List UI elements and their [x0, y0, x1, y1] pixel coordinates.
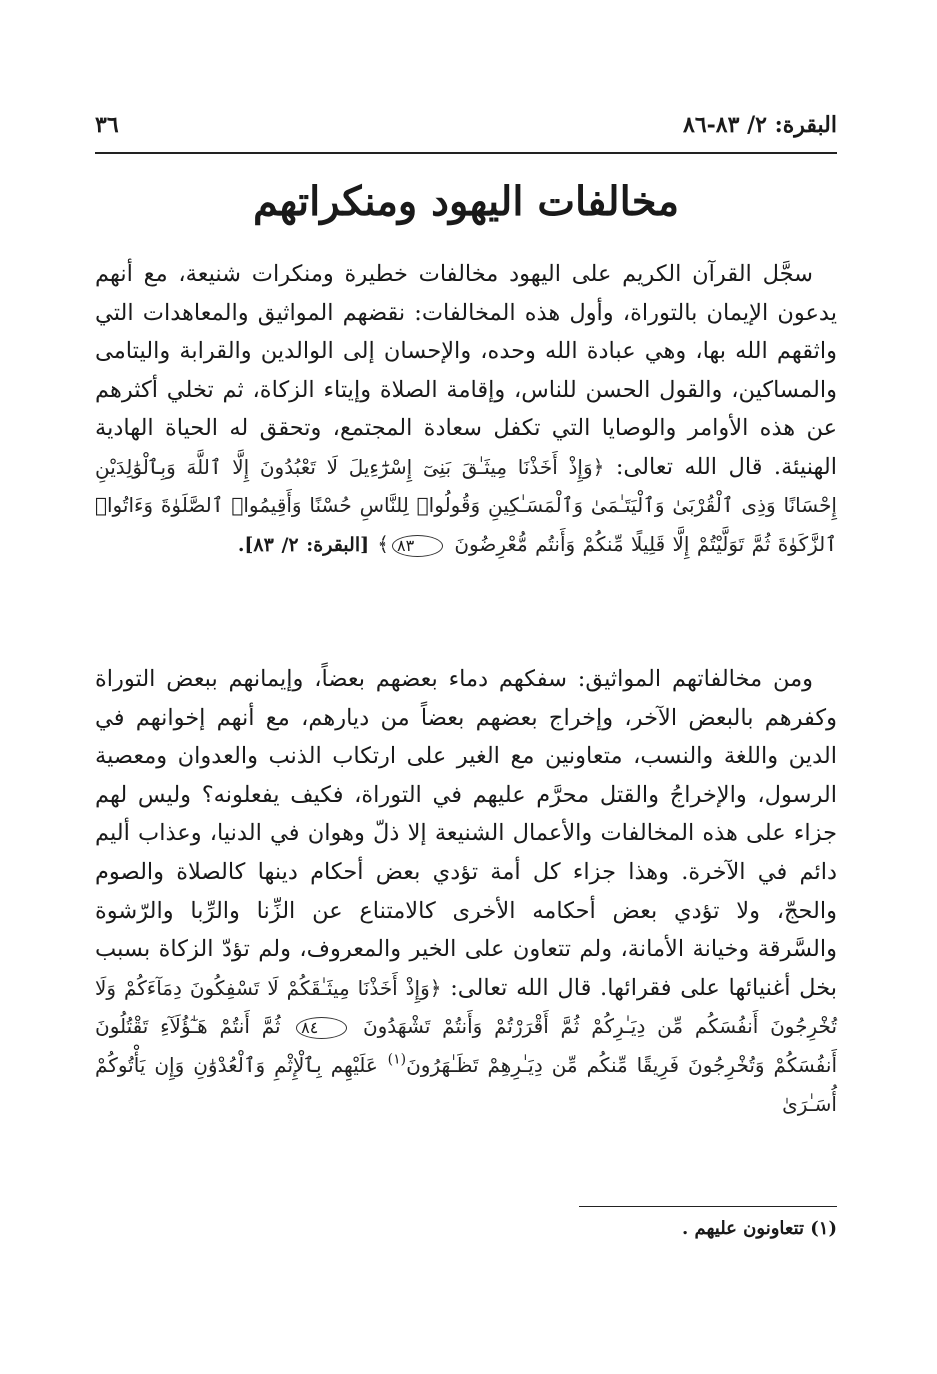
quran-verse-84: ﴿وَإِذْ أَخَذْنَا مِيثَـٰقَكُمْ لَا تَسْفِكُونَ دِمَآءَكُمْ وَلَا تُخْرِجُونَ أَنفُسَكُم مِّن دِيَـٰرِكُمْ ثُمَّ أَقْرَرْتُمْ وَأَنتُمْ تَشْهَدُونَ	[95, 975, 838, 1039]
verse-reference: [البقرة: ٢/ ٨٣].	[237, 533, 370, 556]
paragraph-1	[95, 255, 837, 564]
footnote-marker: (١)	[387, 1051, 407, 1068]
paragraph-2-text: ومن مخالفاتهم المواثيق: سفكهم دماء بعضهم بعضاً، وإيمانهم ببعض التوراة وكفرهم بالبعض الآخر، وإخراج بعضهم بعضاً من ديارهم، مع أنهم إخوانهم في الدين واللغة والنسب، متعاونين مع الغير على ارتكاب الذنب والعدوان ومعصية الرسول، والإخراجُ والقتل محرَّم عليهم في التوراة، فكيف يفعلونه؟ وليس لهم جزاء على هذه المخالفات والأعمال الشنيعة إلا ذلّ وهوان في الدنيا، وعذاب أليم دائم في الآخرة. وهذا جزاء كل أمة تؤدي بعض أحكام دينها كالصلاة والصوم والحجّ، ولا تؤدي بعض أحكامه الأخرى كالامتناع عن الزِّنا والرِّبا والرّشوة والسَّرقة وخيانة الأمانة، ولم تتعاون على الخير والمعروف، ولم تؤدّ الزكاة بسبب بخل أغنيائها على فقرائها. قال الله تعالى:	[95, 666, 837, 1001]
paragraph-1-text: سجَّل القرآن الكريم على اليهود مخالفات خطيرة ومنكرات شنيعة، مع أنهم يدعون الإيمان بالتوراة، وأول هذه المخالفات: نقضهم المواثيق والمعاهدات التي واثقهم الله بها، وهي عبادة الله وحده، والإحسان إلى الوالدين والقرابة واليتامى والمساكين، والقول الحسن للناس، وإقامة الصلاة وإيتاء الزكاة، ثم تخلي أكثرهم عن هذه الأوامر والوصايا التي تكفل سعادة المجتمع، وتحقق له الحياة الهادية الهنيئة. قال الله تعالى:	[95, 261, 837, 480]
paragraph-2	[95, 660, 837, 1123]
running-header	[95, 112, 837, 148]
footnote-rule	[579, 1206, 837, 1207]
chapter-title: مخالفات اليهود ومنكراتهم	[252, 178, 680, 225]
verse-number-84: ٨٤	[296, 1017, 347, 1039]
quran-closing-bracket: ﴾	[377, 531, 389, 556]
page-number: ٣٦	[95, 112, 119, 138]
surah-reference: البقرة: ٢/ ٨٣-٨٦	[683, 112, 837, 138]
header-rule	[95, 152, 837, 154]
quran-verse-83: ﴿وَإِذْ أَخَذْنَا مِيثَـٰقَ بَنِىٓ إِسْرَٰٓءِيلَ لَا تَعْبُدُونَ إِلَّا ٱللَّهَ وَبِٱلْوَٰلِدَيْنِ إِحْسَانًا وَذِى ٱلْقُرْبَىٰ وَٱلْيَتَـٰمَىٰ وَٱلْمَسَـٰكِينِ وَقُولُوا۟ لِلنَّاسِ حُسْنًا وَأَقِيمُوا۟ ٱلصَّلَوٰةَ وَءَاتُوا۟ ٱلزَّكَوٰةَ ثُمَّ تَوَلَّيْتُمْ إِلَّا قَلِيلًا مِّنكُمْ وَأَنتُم مُّعْرِضُونَ	[95, 454, 837, 556]
footnote: (١) تتعاونون عليهم .	[681, 1218, 837, 1239]
verse-number-83: ٨٣	[392, 535, 443, 557]
quran-verse-85-part-1: ثُمَّ أَنتُمْ هَـٰٓؤُلَآءِ تَقْتُلُونَ أَنفُسَكُمْ وَتُخْرِجُونَ فَرِيقًا مِّنكُم مِّن دِيَـٰرِهِمْ تَظَـٰهَرُونَ	[95, 1014, 837, 1077]
quran-verse-85-part-2: عَلَيْهِم بِٱلْإِثْمِ وَٱلْعُدْوَٰنِ وَإِن يَأْتُوكُمْ أُسَـٰرَىٰ	[95, 1052, 837, 1116]
